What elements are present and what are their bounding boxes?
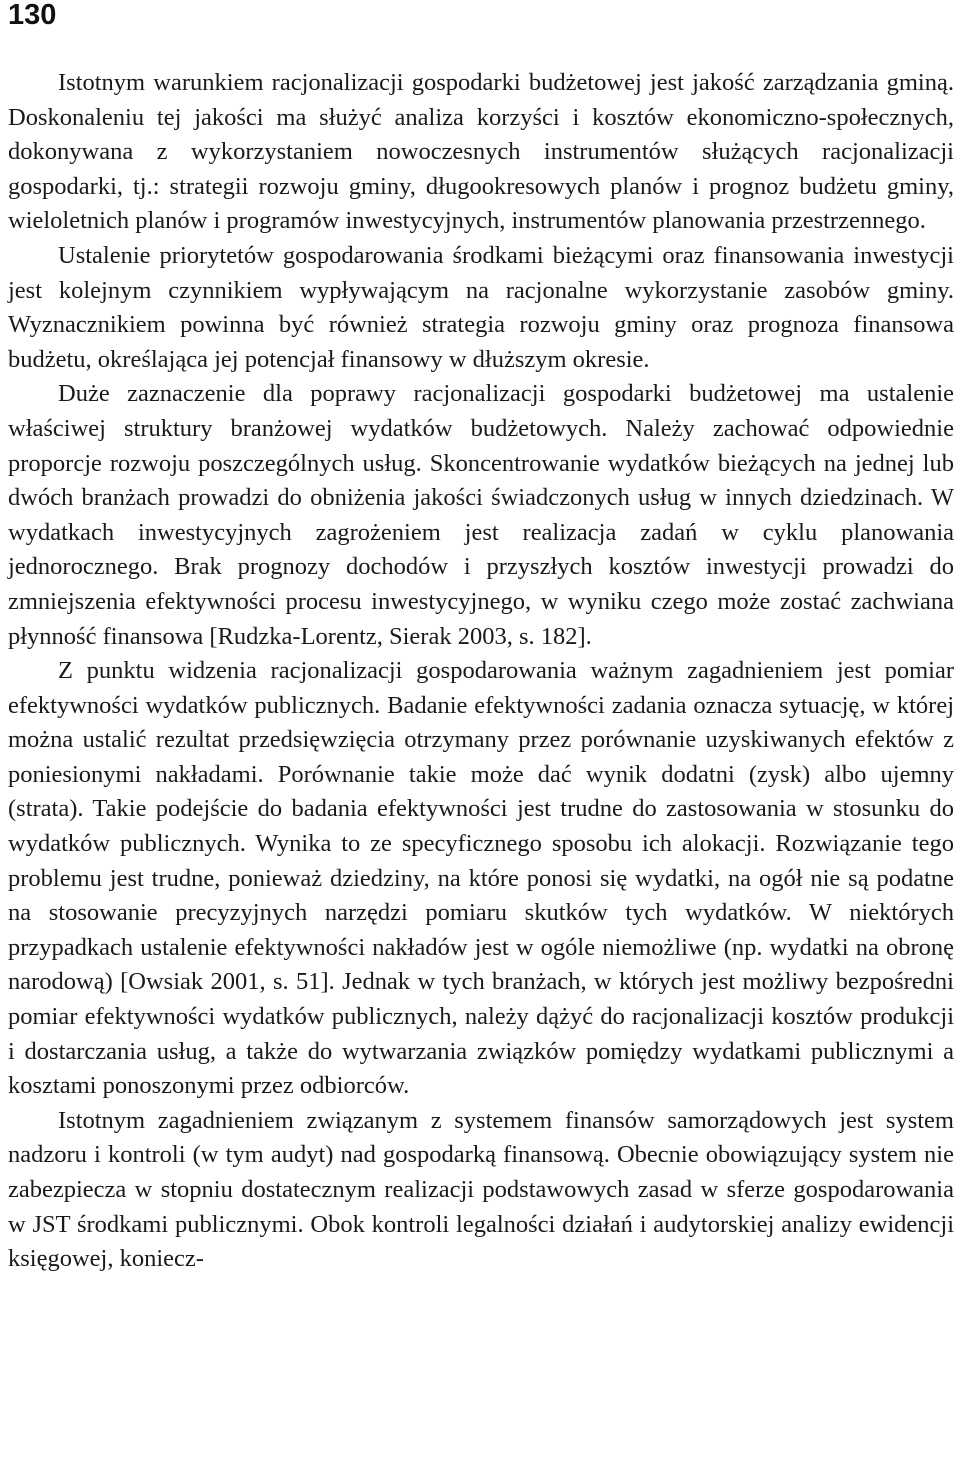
- page-number: 130: [8, 0, 57, 31]
- paragraph-efficiency-measurement: Z punktu widzenia racjonalizacji gospodarowania ważnym zagadnieniem jest pomiar efektywności wydatków publicznych. Badanie efektywności zadania oznacza sytuację, w której można ustalić rezultat przedsięwzięcia otrzymany przez porównanie uzyskiwanych efektów z poniesionymi nakładami. Porównanie takie może dać wynik dodatni (zysk) albo ujemny (strata). Takie podejście do badania efektywności jest trudne do zastosowania w stosunku do wydatków publicznych. Wynika to ze specyficznego sposobu ich alokacji. Rozwiązanie tego problemu jest trudne, ponieważ dziedziny, na które ponosi się wydatki, na ogół nie są podatne na stosowanie precyzyjnych narzędzi pomiaru skutków tych wydatków. W niektórych przypadkach ustalenie efektywności nakładów jest w ogóle niemożliwe (np. wydatki na obronę narodową) [Owsiak 2001, s. 51]. Jednak w tych branżach, w których jest możliwy bezpośredni pomiar efektywności wydatków publicznych, należy dążyć do racjonalizacji kosztów produkcji i dostarczania usług, a także do wytwarzania związków pomiędzy wydatkami publicznymi a kosztami ponoszonymi przez odbiorców.: [8, 657, 954, 1100]
- paragraph-branch-structure: Duże zaznaczenie dla poprawy racjonalizacji gospodarki budżetowej ma ustalenie właściwej struktury branżowej wydatków budżetowych. Należy zachować odpowiednie proporcje rozwoju poszczególnych usług. Skoncentrowanie wydatków bieżących na jednej lub dwóch branżach prowadzi do obniżenia jakości świadczonych usług w innych dziedzinach. W wydatkach inwestycyjnych zagrożeniem jest realizacja zadań w cyklu planowania jednorocznego. Brak prognozy dochodów i przyszłych kosztów inwestycji prowadzi do zmniejszenia efektywności procesu inwestycyjnego, w wyniku czego może zostać zachwiana płynność finansowa [Rudzka-Lorentz, Sierak 2003, s. 182].: [8, 380, 954, 650]
- page-body: [8, 66, 954, 1277]
- paragraph-supervision-control: Istotnym zagadnieniem związanym z systemem finansów samorządowych jest system nadzoru i kontroli (w tym audyt) nad gospodarką finansową. Obecnie obowiązujący system nie zabezpiecza w stopniu dostatecznym realizacji podstawowych zasad w sferze gospodarowania w JST środkami publicznymi. Obok kontroli legalności działań i audytorskiej analizy ewidencji księgowej, koniecz-: [8, 1106, 954, 1273]
- paragraph-spending-priorities: Ustalenie priorytetów gospodarowania środkami bieżącymi oraz finansowania inwestycji jest kolejnym czynnikiem wypływającym na racjonalne wykorzystanie zasobów gminy. Wyznacznikiem powinna być również strategia rozwoju gminy oraz prognoza finansowa budżetu, określająca jej potencjał finansowy w dłuższym okresie.: [8, 241, 954, 373]
- paragraph-management-quality: Istotnym warunkiem racjonalizacji gospodarki budżetowej jest jakość zarządzania gminą. Doskonaleniu tej jakości ma służyć analiza korzyści i kosztów ekonomiczno-społecznych, dokonywana z wykorzystaniem nowoczesnych instrumentów służących racjonalizacji gospodarki, tj.: strategii rozwoju gminy, długookresowych planów i prognoz budżetu gminy, wieloletnich planów i programów inwestycyjnych, instrumentów planowania przestrzennego.: [8, 69, 954, 235]
